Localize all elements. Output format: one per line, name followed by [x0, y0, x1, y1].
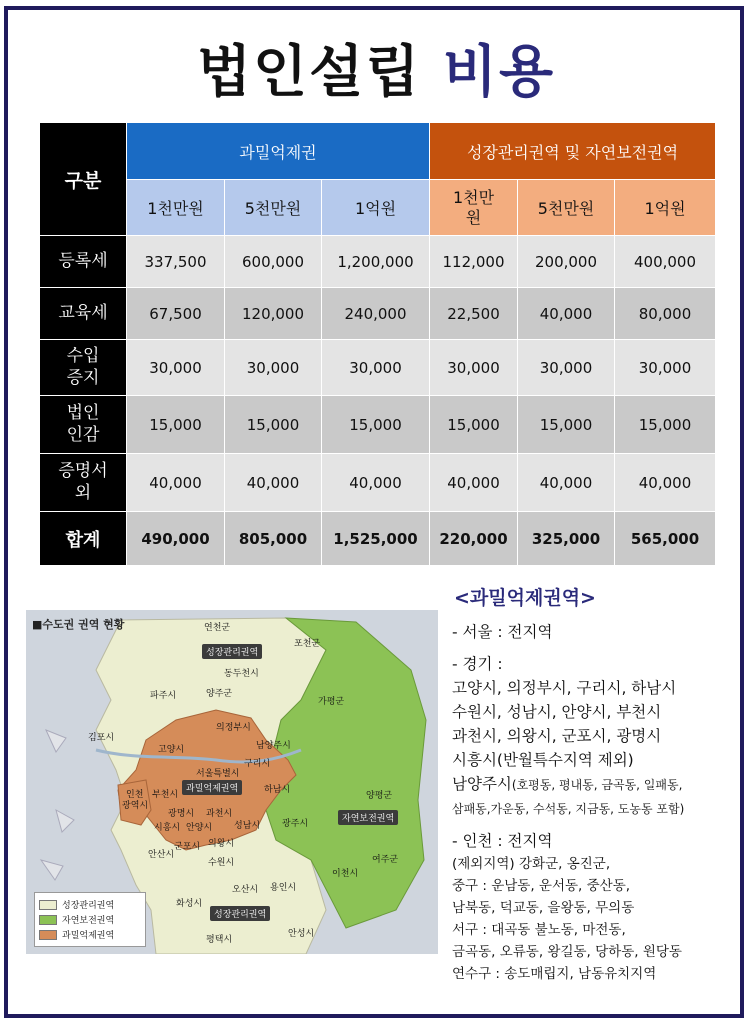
total-cell: 1,525,000: [322, 512, 430, 566]
table-cell: 15,000: [430, 396, 518, 454]
table-cell: 30,000: [430, 340, 518, 396]
map-label: 광명시: [168, 809, 195, 819]
info-incheon-heading: - 인천 : 전지역: [452, 832, 553, 850]
map-label: 군포시: [174, 842, 201, 852]
map-label: 오산시: [232, 885, 259, 895]
header-dense-zone: 과밀억제권: [127, 123, 430, 180]
subheader-cell: 5천만원: [518, 180, 615, 236]
table-cell: 30,000: [518, 340, 615, 396]
row-label: 교육세: [40, 288, 127, 340]
map-region-box-nature: 자연보전권역: [338, 810, 398, 825]
table-cell: 15,000: [322, 396, 430, 454]
table-cell: 40,000: [518, 454, 615, 512]
legend-item: [39, 913, 141, 926]
legend-label: 성장관리권역: [62, 901, 115, 911]
info-seoul: - 서울 : 전지역: [452, 623, 553, 641]
table-row: [40, 288, 716, 340]
legend-swatch: [39, 930, 57, 940]
total-row: [40, 512, 716, 566]
map-label: 포천군: [294, 639, 321, 649]
namyang-main: 남양주시: [452, 775, 512, 793]
table-cell: 40,000: [518, 288, 615, 340]
table-cell: 40,000: [322, 454, 430, 512]
map-label: 이천시: [332, 869, 359, 879]
map-label: 여주군: [372, 855, 399, 865]
table-cell: 1,200,000: [322, 236, 430, 288]
map-label: 안성시: [288, 929, 315, 939]
map-region-box-growth-south: 성장관리권역: [210, 906, 270, 921]
row-label: 등록세: [40, 236, 127, 288]
row-label: 법인 인감: [40, 396, 127, 454]
map-label: 과천시: [206, 809, 233, 819]
table-cell: 40,000: [225, 454, 322, 512]
table-cell: 400,000: [615, 236, 716, 288]
table-cell: 40,000: [430, 454, 518, 512]
map-label: 의왕시: [208, 839, 235, 849]
map-label: 양주군: [206, 689, 233, 699]
legend-swatch: [39, 900, 57, 910]
info-line: 시흥시(반월특수지역 제외): [452, 751, 634, 769]
info-line: 중구 : 운남동, 운서동, 중산동,: [452, 878, 631, 894]
map-label: 양평군: [366, 791, 393, 801]
total-cell: 490,000: [127, 512, 225, 566]
table-cell: 30,000: [225, 340, 322, 396]
map-label: 안산시: [148, 850, 175, 860]
table-row: [40, 340, 716, 396]
row-label: 증명서 외: [40, 454, 127, 512]
capital-region-map: [26, 610, 438, 954]
map-label: 평택시: [206, 935, 233, 945]
table-cell: 22,500: [430, 288, 518, 340]
map-label: 성남시: [234, 821, 261, 831]
table-cell: 600,000: [225, 236, 322, 288]
info-heading: <과밀억제권역>: [454, 587, 596, 609]
map-label: 가평군: [318, 697, 345, 707]
table-cell: 80,000: [615, 288, 716, 340]
table-cell: 120,000: [225, 288, 322, 340]
table-row: [40, 236, 716, 288]
info-line: 수원시, 성남시, 안양시, 부천시: [452, 703, 662, 721]
total-cell: 220,000: [430, 512, 518, 566]
subheader-cell: 1천만 원: [430, 180, 518, 236]
table-cell: 40,000: [615, 454, 716, 512]
table-cell: 15,000: [615, 396, 716, 454]
dense-zone-info: [452, 583, 744, 985]
map-label: 남양주시: [256, 741, 291, 751]
map-label: 서울특별시: [196, 769, 240, 779]
map-label: 안양시: [186, 823, 213, 833]
info-line: (제외지역) 강화군, 옹진군,: [452, 856, 611, 872]
total-cell: 805,000: [225, 512, 322, 566]
map-label: 광역시: [122, 801, 149, 811]
map-label: 동두천시: [224, 669, 259, 679]
table-cell: 30,000: [615, 340, 716, 396]
table-row: [40, 396, 716, 454]
table-cell: 15,000: [518, 396, 615, 454]
legend-label: 과밀억제권역: [62, 931, 115, 941]
map-label: 연천군: [204, 623, 231, 633]
table-cell: 40,000: [127, 454, 225, 512]
info-line: 남북동, 덕교동, 을왕동, 무의동: [452, 900, 635, 916]
table-cell: 15,000: [127, 396, 225, 454]
table-cell: 15,000: [225, 396, 322, 454]
map-label: 인천: [126, 790, 144, 800]
table-cell: 30,000: [127, 340, 225, 396]
table-cell: 200,000: [518, 236, 615, 288]
map-title: ■수도권 권역 현황: [32, 618, 125, 631]
header-growth-nature-zone: 성장관리권역 및 자연보전권역: [430, 123, 716, 180]
map-region-box-growth: 성장관리권역: [202, 644, 262, 659]
map-label: 고양시: [158, 745, 185, 755]
total-cell: 325,000: [518, 512, 615, 566]
table-cell: 67,500: [127, 288, 225, 340]
info-line: 삼패동,가운동, 수석동, 지금동, 도농동 포함): [452, 802, 685, 816]
legend-item: [39, 898, 141, 911]
table-row: [40, 454, 716, 512]
info-line: 서구 : 대곡동 불노동, 마전동,: [452, 922, 626, 938]
subheader-row: [40, 180, 716, 236]
table-cell: 337,500: [127, 236, 225, 288]
info-line: 금곡동, 오류동, 왕길동, 당하동, 원당동: [452, 944, 682, 960]
map-label: 부천시: [152, 790, 179, 800]
legend-item: [39, 928, 141, 941]
map-label: 의정부시: [216, 723, 251, 733]
map-region-box-dense: 과밀억제권역: [182, 780, 242, 795]
cost-table: [39, 122, 716, 566]
header-category: 구분: [40, 123, 127, 236]
info-gyeonggi-heading: - 경기 :: [452, 655, 503, 673]
total-cell: 565,000: [615, 512, 716, 566]
map-legend: [34, 892, 146, 947]
info-line: 고양시, 의정부시, 구리시, 하남시: [452, 679, 677, 697]
namyang-detail: (호평동, 평내동, 금곡동, 일패동,: [511, 778, 683, 792]
map-label: 시흥시: [154, 823, 181, 833]
map-label: 용인시: [270, 883, 297, 893]
title-accent: 비용: [442, 40, 556, 105]
map-label: 김포시: [88, 733, 115, 743]
table-cell: 30,000: [322, 340, 430, 396]
info-line: [452, 772, 744, 797]
map-label: 구리시: [244, 759, 271, 769]
row-label: 수입 증지: [40, 340, 127, 396]
map-label: 파주시: [150, 691, 177, 701]
title-main: 법인설립: [196, 40, 422, 105]
page-title: [0, 28, 752, 108]
table-cell: 240,000: [322, 288, 430, 340]
subheader-cell: 1억원: [322, 180, 430, 236]
map-label: 수원시: [208, 858, 235, 868]
info-line: 연수구 : 송도매립지, 남동유치지역: [452, 966, 657, 982]
table-cell: 112,000: [430, 236, 518, 288]
subheader-cell: 1천만원: [127, 180, 225, 236]
subheader-cell: 5천만원: [225, 180, 322, 236]
subheader-cell: 1억원: [615, 180, 716, 236]
map-label: 광주시: [282, 819, 309, 829]
map-label: 화성시: [176, 899, 203, 909]
info-line: 과천시, 의왕시, 군포시, 광명시: [452, 727, 662, 745]
legend-swatch: [39, 915, 57, 925]
map-label: 하남시: [264, 785, 291, 795]
total-label: 합계: [40, 512, 127, 566]
legend-label: 자연보전권역: [62, 916, 115, 926]
